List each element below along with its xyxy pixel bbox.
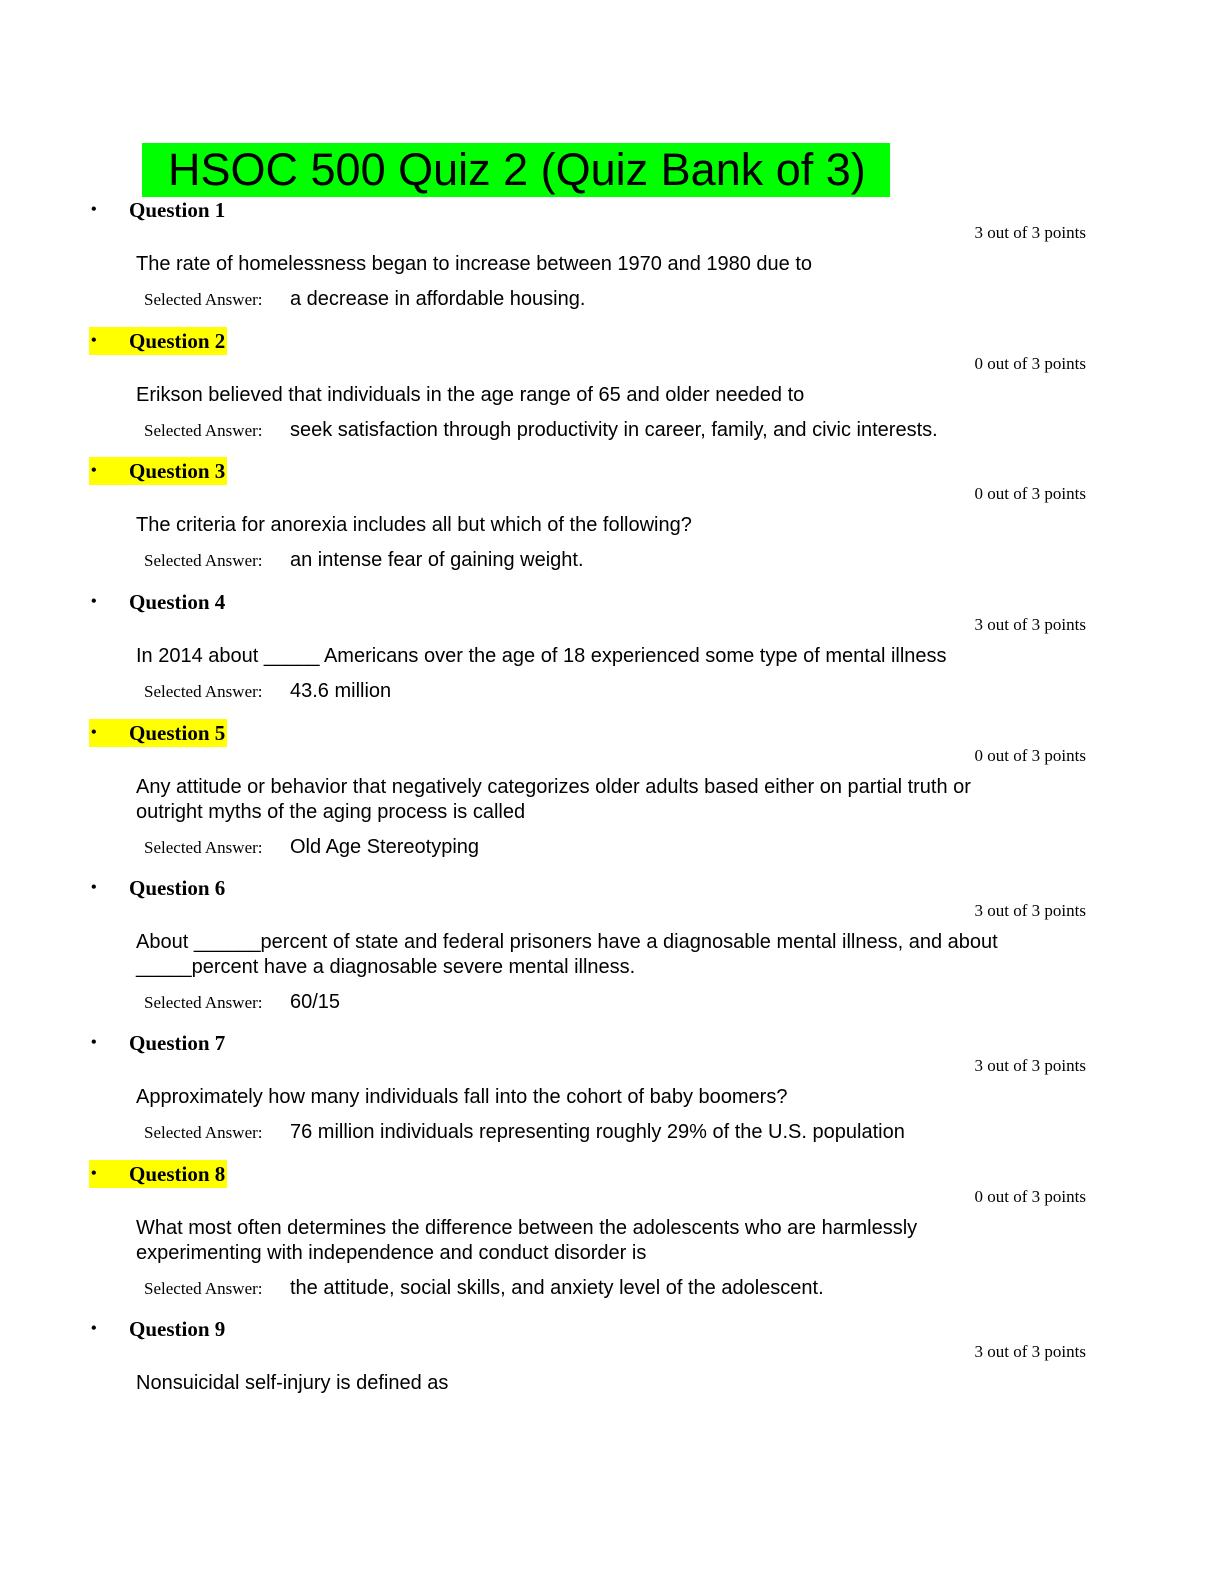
question-heading	[89, 1029, 225, 1057]
question-heading	[89, 874, 225, 902]
question-text: Erikson believed that individuals in the age range of 65 and older needed to	[136, 384, 805, 406]
selected-answer-row	[144, 836, 479, 859]
selected-answer-label: Selected Answer:	[144, 551, 263, 570]
page-title: HSOC 500 Quiz 2 (Quiz Bank of 3)	[142, 143, 890, 197]
question-points: 3 out of 3 points	[974, 1342, 1086, 1361]
question-heading	[89, 457, 227, 485]
question-text: In 2014 about _____ Americans over the age of 18 experienced some type of mental illness	[136, 645, 947, 667]
question-label: Question 6	[129, 875, 226, 900]
question-text: What most often determines the difference between the adolescents who are harmlessly experimenting with independence and conduct disorder is	[136, 1217, 918, 1264]
selected-answer-label: Selected Answer:	[144, 1123, 263, 1142]
question-heading	[89, 327, 227, 355]
selected-answer-value: Old Age Stereotyping	[290, 836, 480, 858]
question-heading	[89, 1315, 225, 1343]
question-label: Question 5	[129, 720, 226, 745]
selected-answer-label: Selected Answer:	[144, 1279, 263, 1298]
selected-answer-row	[144, 419, 938, 442]
question-label: Question 2	[129, 328, 226, 353]
question-label: Question 9	[129, 1316, 226, 1341]
question-points: 3 out of 3 points	[974, 615, 1086, 634]
selected-answer-value: the attitude, social skills, and anxiety level of the adolescent.	[290, 1277, 824, 1299]
question-text: Any attitude or behavior that negatively categorizes older adults based either on partial truth or outright myths of the aging process is called	[136, 776, 971, 823]
selected-answer-value: 76 million individuals representing roughly 29% of the U.S. population	[290, 1121, 905, 1143]
question-label: Question 4	[129, 589, 226, 614]
selected-answer-row	[144, 549, 584, 572]
bullet-icon: •	[91, 1320, 97, 1337]
bullet-icon: •	[91, 593, 97, 610]
selected-answer-value: a decrease in affordable housing.	[290, 288, 586, 310]
selected-answer-label: Selected Answer:	[144, 993, 263, 1012]
question-heading	[89, 588, 225, 616]
bullet-icon: •	[91, 1165, 97, 1182]
question-heading	[89, 196, 225, 224]
question-label: Question 3	[129, 458, 226, 483]
selected-answer-label: Selected Answer:	[144, 290, 263, 309]
question-text: About ______percent of state and federal prisoners have a diagnosable mental illness, and about _____percent have a diagnosable severe mental illness.	[136, 931, 998, 978]
bullet-icon: •	[91, 332, 97, 349]
question-text: The criteria for anorexia includes all but which of the following?	[136, 514, 692, 536]
question-points: 3 out of 3 points	[974, 223, 1086, 242]
selected-answer-row	[144, 1277, 824, 1300]
bullet-icon: •	[91, 201, 97, 218]
bullet-icon: •	[91, 1034, 97, 1051]
question-label: Question 7	[129, 1030, 226, 1055]
bullet-icon: •	[91, 879, 97, 896]
selected-answer-value: seek satisfaction through productivity in career, family, and civic interests.	[290, 419, 938, 441]
question-heading	[89, 1160, 227, 1188]
question-text: Nonsuicidal self-injury is defined as	[136, 1372, 449, 1394]
selected-answer-row	[144, 288, 585, 311]
question-points: 0 out of 3 points	[974, 484, 1086, 503]
selected-answer-value: an intense fear of gaining weight.	[290, 549, 584, 571]
question-heading	[89, 719, 227, 747]
question-points: 3 out of 3 points	[974, 1056, 1086, 1075]
question-text: The rate of homelessness began to increase between 1970 and 1980 due to	[136, 253, 813, 275]
bullet-icon: •	[91, 724, 97, 741]
selected-answer-value: 60/15	[290, 991, 341, 1013]
selected-answer-label: Selected Answer:	[144, 421, 263, 440]
question-points: 3 out of 3 points	[974, 901, 1086, 920]
question-text: Approximately how many individuals fall into the cohort of baby boomers?	[136, 1086, 788, 1108]
selected-answer-row	[144, 991, 340, 1014]
question-points: 0 out of 3 points	[974, 1187, 1086, 1206]
question-label: Question 8	[129, 1161, 226, 1186]
question-label: Question 1	[129, 197, 226, 222]
selected-answer-row	[144, 1121, 905, 1144]
question-points: 0 out of 3 points	[974, 746, 1086, 765]
selected-answer-label: Selected Answer:	[144, 682, 263, 701]
selected-answer-row	[144, 680, 391, 703]
selected-answer-value: 43.6 million	[290, 680, 392, 702]
question-points: 0 out of 3 points	[974, 354, 1086, 373]
selected-answer-label: Selected Answer:	[144, 838, 263, 857]
bullet-icon: •	[91, 462, 97, 479]
